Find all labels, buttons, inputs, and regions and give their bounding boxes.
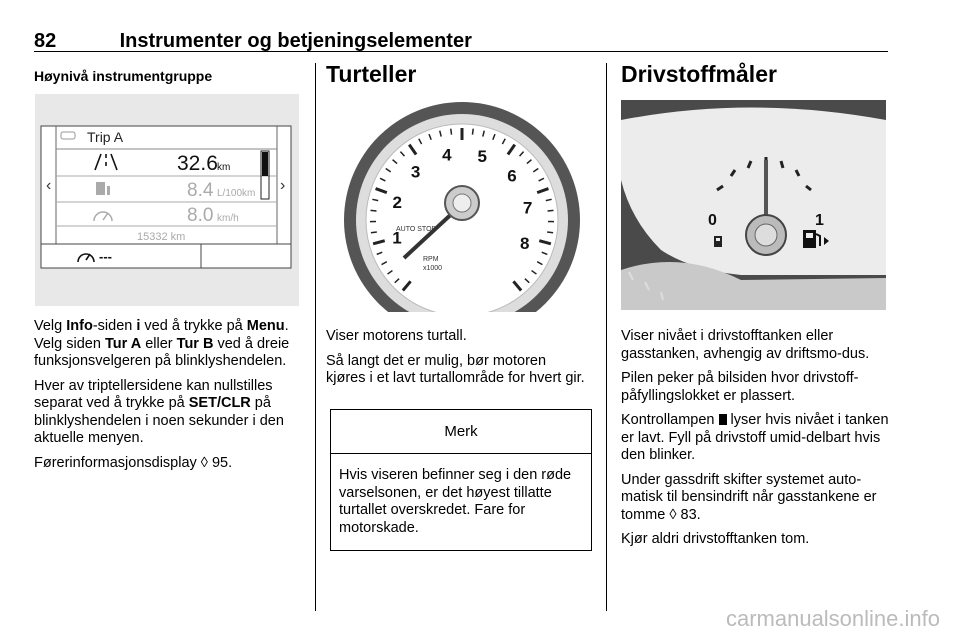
average-speed-value: 8.0 bbox=[187, 205, 214, 226]
p1-segment-9: Tur B bbox=[176, 335, 214, 352]
rpm-multiplier-label: x1000 bbox=[423, 265, 443, 272]
auto-stop-label: AUTO STOP bbox=[396, 226, 437, 233]
p1-segment-4: ved å trykke på bbox=[140, 318, 247, 334]
odometer-value: 15332 km bbox=[137, 231, 186, 243]
paragraph-tach-1: Viser motorens turtall. bbox=[326, 328, 467, 344]
note-box bbox=[330, 409, 592, 551]
fuel-empty-label: 0 bbox=[708, 212, 717, 229]
page-scroll-indicator bbox=[262, 152, 268, 176]
tachometer-tick bbox=[548, 210, 554, 211]
p2-segment-2: på blinklyshendelen i noen sekunder i den aktuelle menyen. bbox=[34, 395, 284, 446]
paragraph-fuel-1: Viser nivået i drivstofftanken eller gasstanken, avhengig av driftsmo-dus. bbox=[621, 328, 870, 362]
tachometer-number-8: 8 bbox=[519, 233, 530, 253]
trip-distance-unit: km bbox=[217, 162, 231, 173]
column-divider-2 bbox=[606, 63, 607, 611]
fuel-pump-small-icon bbox=[714, 236, 722, 247]
tachometer-tick bbox=[451, 129, 452, 135]
paragraph-fuel-2: Pilen peker på bilsiden hvor drivstoff-påfyllingslokket er plassert. bbox=[621, 370, 859, 404]
note-title: Merk bbox=[331, 410, 591, 454]
tachometer-number-3: 3 bbox=[410, 162, 421, 182]
paragraph-fuel-3 bbox=[621, 412, 891, 465]
p1-segment-0: Velg bbox=[34, 318, 67, 334]
fuel-gauge-heading: Drivstoffmåler bbox=[621, 61, 777, 87]
paragraph-tach-2: Så langt det er mulig, bør motoren kjøres i et lavt turtallområde for hvert gir. bbox=[326, 352, 585, 386]
watermark: carmanualsonline.info bbox=[725, 606, 940, 631]
p1-segment-2: -siden bbox=[92, 318, 137, 334]
paragraph-info-page bbox=[34, 318, 302, 371]
instrument-display-image bbox=[35, 94, 299, 306]
column-1-text bbox=[34, 318, 302, 479]
fuel-full-label: 1 bbox=[815, 212, 824, 229]
tachometer-number-2: 2 bbox=[392, 192, 402, 212]
tachometer-tick bbox=[472, 129, 473, 135]
p1-segment-7: Tur A bbox=[104, 335, 142, 352]
tachometer-number-1: 1 bbox=[392, 228, 402, 248]
paragraph-fuel-3b: lyser hvis nivået i tanken er lavt. Fyll på drivstoff umid-delbart hvis den blinker. bbox=[621, 412, 889, 463]
tachometer-image bbox=[326, 100, 581, 312]
column-3-text bbox=[621, 328, 891, 556]
column-2-text bbox=[326, 328, 588, 395]
paragraph-driver-info-ref: Førerinformasjonsdisplay ◊ 95. bbox=[34, 454, 233, 471]
p1-segment-1: Info bbox=[66, 318, 93, 334]
p1-segment-10: ved å dreie funksjonsvelgeren på blinklyshendelen. bbox=[34, 335, 290, 369]
column-2 bbox=[326, 60, 588, 87]
tachometer-number-4: 4 bbox=[442, 145, 452, 165]
tachometer-tick bbox=[547, 232, 553, 233]
average-speed-unit: km/h bbox=[217, 213, 239, 224]
trip-label: Trip A bbox=[87, 129, 124, 145]
paragraph-fuel-4: Under gassdrift skifter systemet auto-matisk til bensindrift når gasstankene er tomme ◊ 83. bbox=[621, 471, 877, 523]
column-1 bbox=[34, 60, 300, 86]
p2-segment-0: Hver av triptellersidene kan nullstilles separat ved å trykke på bbox=[34, 377, 273, 411]
consumption-unit: L/100km bbox=[217, 188, 256, 199]
bottom-value: --- bbox=[99, 249, 112, 264]
left-arrow-icon: ‹ bbox=[46, 177, 52, 194]
tachometer-number-5: 5 bbox=[477, 147, 488, 167]
page-header bbox=[34, 30, 472, 53]
paragraph-reset-trip bbox=[34, 378, 302, 448]
p1-segment-8: eller bbox=[141, 335, 177, 352]
tachometer-tick bbox=[371, 210, 377, 211]
p2-segment-1: SET/CLR bbox=[188, 395, 251, 411]
rpm-label: RPM bbox=[423, 256, 439, 263]
header-rule bbox=[34, 51, 888, 52]
column-3 bbox=[621, 60, 889, 87]
right-arrow-icon: › bbox=[280, 177, 286, 194]
column-divider-1 bbox=[315, 63, 316, 611]
section-subtitle: Høynivå instrumentgruppe bbox=[34, 68, 213, 84]
p1-segment-6: . Velg siden bbox=[34, 318, 289, 352]
page-title: Instrumenter og betjeningselementer bbox=[119, 30, 472, 52]
tachometer-tick bbox=[371, 232, 377, 233]
consumption-value: 8.4 bbox=[187, 180, 214, 201]
paragraph-fuel-3a: Kontrollampen bbox=[621, 412, 719, 428]
note-text: Hvis viseren befinner seg i den røde varselsonen, er det høyest tillatte turtallet overskredet. Fare for motorskade. bbox=[339, 467, 572, 536]
tachometer-heading: Turteller bbox=[326, 61, 417, 87]
fuel-warning-icon bbox=[719, 414, 727, 425]
tachometer-number-6: 6 bbox=[507, 166, 517, 186]
trip-distance-value: 32.6 bbox=[177, 152, 218, 175]
paragraph-fuel-5: Kjør aldri drivstofftanken tom. bbox=[621, 531, 810, 547]
tachometer-number-7: 7 bbox=[522, 198, 533, 218]
p1-segment-3: i bbox=[136, 318, 141, 334]
p1-segment-5: Menu bbox=[246, 318, 285, 334]
page-number: 82 bbox=[34, 30, 57, 52]
fuel-gauge-image bbox=[621, 100, 886, 310]
